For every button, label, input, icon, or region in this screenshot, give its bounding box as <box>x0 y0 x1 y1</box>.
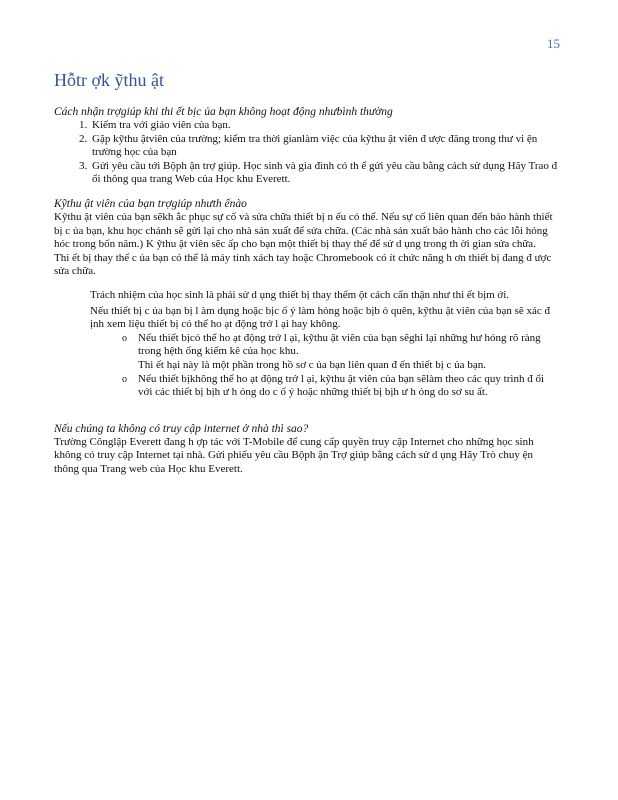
list-item <box>90 373 560 400</box>
sub-item-text: Nếu thiết bịkhông thể ho ạt động trở l ại, kỹthu ật viên của bạn sẽlàm theo các quy trình đ ối với các thiết bị bịh ư h ỏng do c ố ý hoặc những thiết bị bịh ư h ỏng do sơ su ất. <box>138 372 544 399</box>
list-item <box>90 332 560 373</box>
circle-bullet-icon: o <box>122 373 127 385</box>
bullet-text: Nếu thiết bị c ủa bạn bị l àm dụng hoặc bịc ố ý làm hỏng hoặc bịb ỏ quên, kỹthu ật viên của bạn sẽ xác đ ịnh xem liệu thiết bị có thể ho ạt động trở l ại hay không. <box>90 304 551 331</box>
help-steps-section <box>54 105 560 187</box>
list-item <box>54 305 560 400</box>
internet-paragraph: Trường Cônglập Everett đang h ợp tác với T-Mobile để cung cấp quyền truy cập Internet cho những học sinh không có truy cập Internet tại nhà. Gửi phiếu yêu cầu Bộph ận Trợ giúp bằng cách sử d ụng Hãy Trò chuy ện thông qua Trang web của Học khu Everett. <box>54 435 534 475</box>
technician-section <box>54 197 560 400</box>
responsibility-list <box>54 289 560 400</box>
internet-section <box>54 422 560 477</box>
technician-paragraph: Kỹthu ật viên của bạn sẽkh ắc phục sự cố và sửa chữa thiết bị n ếu có thể. Nếu sự cố liên quan đến bảo hành thiết bị c ủa bạn, khu học chánh sẽ gửi lại cho nhà sản xuất để sửa chữa. (Các nhà sản xuất bảo hành cho các lỗi hỏng hóc trong bốn năm.) K ỹthu ật viên sẽc ấp cho bạn một thiết bị thay thế để sử d ụng trong th ời gian sửa chữa. <box>54 210 553 251</box>
list-item <box>54 289 560 303</box>
page-number: 15 <box>547 36 560 51</box>
document-body <box>54 70 560 486</box>
sub-item-text: Thi ết hại này là một phần trong hồ sơ c ủa bạn liên quan đ ến thiết bị c ủa bạn. <box>138 358 486 371</box>
circle-bullet-icon: o <box>122 332 127 344</box>
replacement-paragraph: Thi ết bị thay thế c ủa bạn có thể là máy tính xách tay hoặc Chromebook có ít chức năng h ơn thiết bị đang đ ược sửa chữa. <box>54 251 552 278</box>
internet-title: Nếu chúng ta không có truy cập internet ở nhà thì sao? <box>54 422 309 435</box>
section-heading: Hỗtr ợk ỹthu ật <box>54 70 165 90</box>
technician-title: Kỹthu ật viên của bạn trợgiúp nhưth ếnào <box>54 197 247 210</box>
bullet-text: Trách nhiệm của học sinh là phải sử d ụng thiết bị thay thếm ột cách cẩn thận như thi ết bịm ới. <box>90 288 510 301</box>
help-steps-list <box>54 119 560 187</box>
sub-item-text: Nếu thiết bịcó thể ho ạt động trở l ại, kỹthu ật viên của bạn sẽghi lại những hư hỏng rõ ràng trong hệth ống kiểm kê của học khu. <box>138 331 541 358</box>
list-item: 2. Gặp kỹthu ậtviên của trường; kiểm tra thời gianlàm việc của kỹthu ật viên đ ược đăng trong thư vi ện trường học của bạn <box>90 133 560 160</box>
list-item: 3. Gửi yêu cầu tới Bộph ận trợ giúp. Học sinh và gia đình có th ể gửi yêu cầu bằng cách sử dụng Hãy Trao đ ổi thông qua trang Web của Học khu Everett. <box>90 160 560 187</box>
help-steps-title: Cách nhận trợgiúp khi thi ết bịc ủa bạn không hoạt động nhưbình thường <box>54 106 393 118</box>
sub-list <box>90 332 560 400</box>
list-item: 1. Kiểm tra với giáo viên của bạn. <box>90 119 560 133</box>
